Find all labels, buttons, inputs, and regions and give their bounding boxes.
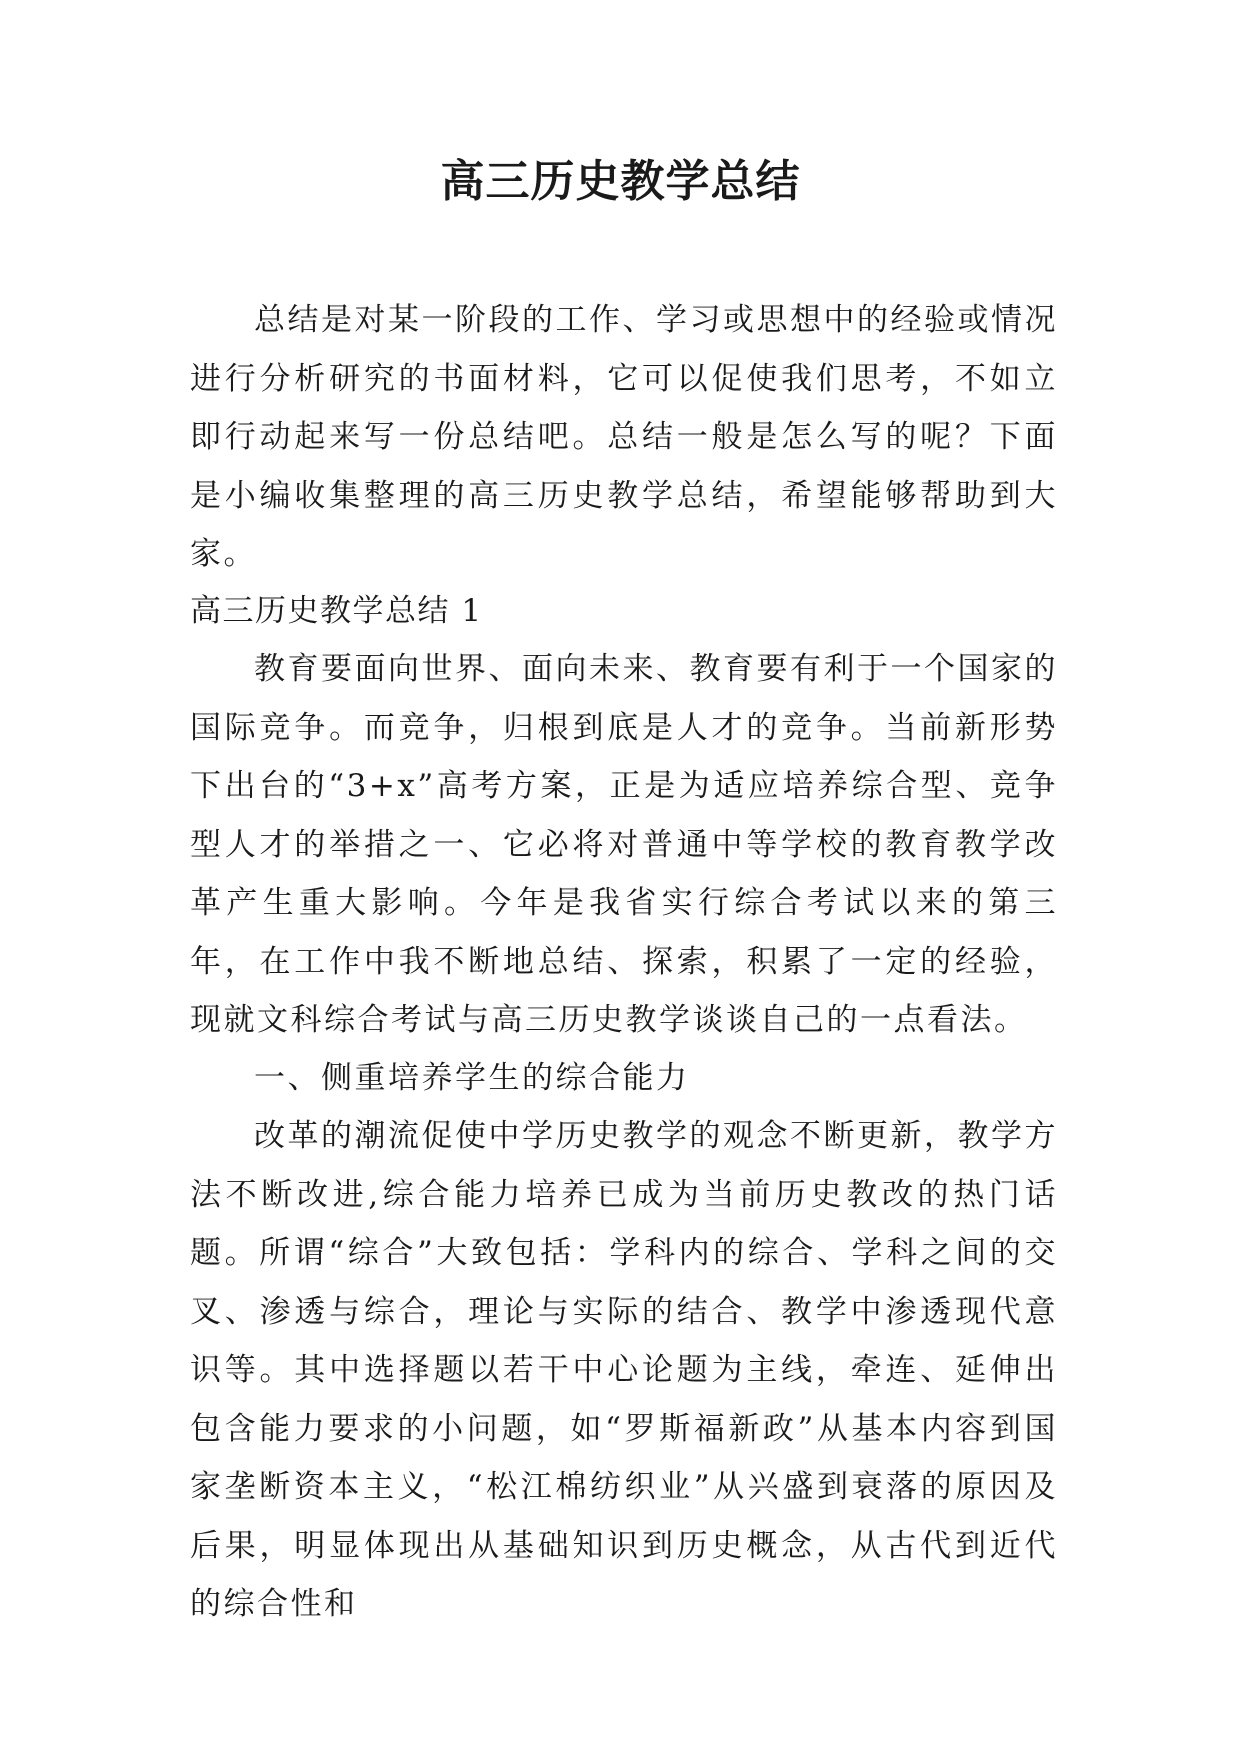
intro-paragraph: 总结是对某一阶段的工作、学习或思想中的经验或情况进行分析研究的书面材料，它可以促使我们思考，不如立即行动起来写一份总结吧。总结一般是怎么写的呢？下面是小编收集整理的高三历史教学总结，希望能够帮助到大家。 [190,302,1058,572]
body-paragraph-1: 教育要面向世界、面向未来、教育要有利于一个国家的国际竞争。而竞争，归根到底是人才的竞争。当前新形势下出台的“3+x”高考方案，正是为适应培养综合型、竞争型人才的举措之一、它必将对普通中等学校的教育教学改革产生重大影响。今年是我省实行综合考试以来的第三年，在工作中我不断地总结、探索，积累了一定的经验，现就文科综合考试与高三历史教学谈谈自己的一点看法。 [190,651,1058,1038]
document-title: 高三历史教学总结 [440,156,801,207]
subheading-1: 一、侧重培养学生的综合能力 [254,1060,690,1096]
section-heading: 高三历史教学总结 1 [190,593,483,629]
body-paragraph-2: 改革的潮流促使中学历史教学的观念不断更新，教学方法不断改进,综合能力培养已成为当前历史教改的热门话题。所谓“综合”大致包括：学科内的综合、学科之间的交叉、渗透与综合，理论与实际的结合、教学中渗透现代意识等。其中选择题以若干中心论题为主线，牵连、延伸出包含能力要求的小问题，如“罗斯福新政”从基本内容到国家垄断资本主义，“松江棉纺织业”从兴盛到衰落的原因及后果，明显体现出从基础知识到历史概念，从古代到近代的综合性和 [190,1118,1058,1622]
